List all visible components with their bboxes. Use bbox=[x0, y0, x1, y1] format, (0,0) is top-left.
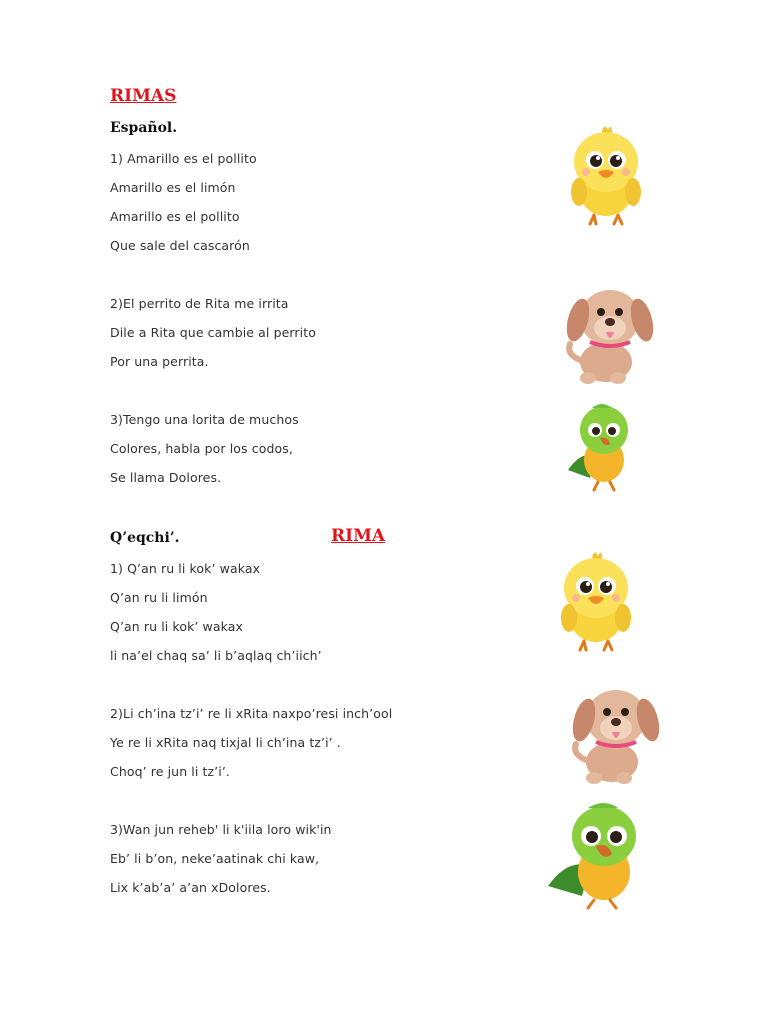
parrot-illustration bbox=[562, 400, 638, 492]
rima-title: RIMA bbox=[331, 526, 386, 546]
rhyme-line: Colores, habla por los codos, bbox=[110, 441, 293, 456]
rhyme-line: 2)El perrito de Rita me irrita bbox=[110, 296, 289, 311]
puppy-illustration bbox=[566, 682, 660, 787]
chick-illustration bbox=[556, 548, 636, 653]
rhyme-line: Q’an ru li limón bbox=[110, 590, 208, 605]
rhyme-line: Amarillo es el limón bbox=[110, 180, 236, 195]
rhyme-line: 3)Tengo una lorita de muchos bbox=[110, 412, 299, 427]
main-title: RIMAS bbox=[110, 86, 177, 106]
rhyme-line: Lix k’ab’a’ a’an xDolores. bbox=[110, 880, 271, 895]
parrot-illustration bbox=[544, 800, 650, 910]
rhyme-line: 3)Wan jun reheb' li k'iila loro wik'in bbox=[110, 822, 332, 837]
rhyme-line: 2)Li ch’ina tz’i’ re li xRita naxpo’resi inch’ool bbox=[110, 706, 393, 721]
rhyme-line: Eb’ li b’on, neke’aatinak chi kaw, bbox=[110, 851, 320, 866]
rhyme-line: Ye re li xRita naq tixjal li ch’ina tz’i’ . bbox=[110, 735, 341, 750]
rhyme-line: 1) Q’an ru li kok’ wakax bbox=[110, 561, 261, 576]
rhyme-line: Dile a Rita que cambie al perrito bbox=[110, 325, 316, 340]
qeqchi-heading: Q’eqchi’. bbox=[110, 530, 180, 546]
rhyme-line: Que sale del cascarón bbox=[110, 238, 250, 253]
chick-illustration bbox=[566, 122, 646, 227]
puppy-illustration bbox=[560, 282, 654, 387]
rhyme-line: Q’an ru li kok’ wakax bbox=[110, 619, 244, 634]
rhyme-line: li na’el chaq sa’ li b’aqlaq ch’iich’ bbox=[110, 648, 322, 663]
spanish-heading: Español. bbox=[110, 120, 178, 136]
rhyme-line: 1) Amarillo es el pollito bbox=[110, 151, 257, 166]
rhyme-line: Se llama Dolores. bbox=[110, 470, 222, 485]
rhyme-line: Por una perrita. bbox=[110, 354, 209, 369]
rhyme-line: Choq’ re jun li tz’i’. bbox=[110, 764, 230, 779]
rhyme-line: Amarillo es el pollito bbox=[110, 209, 240, 224]
